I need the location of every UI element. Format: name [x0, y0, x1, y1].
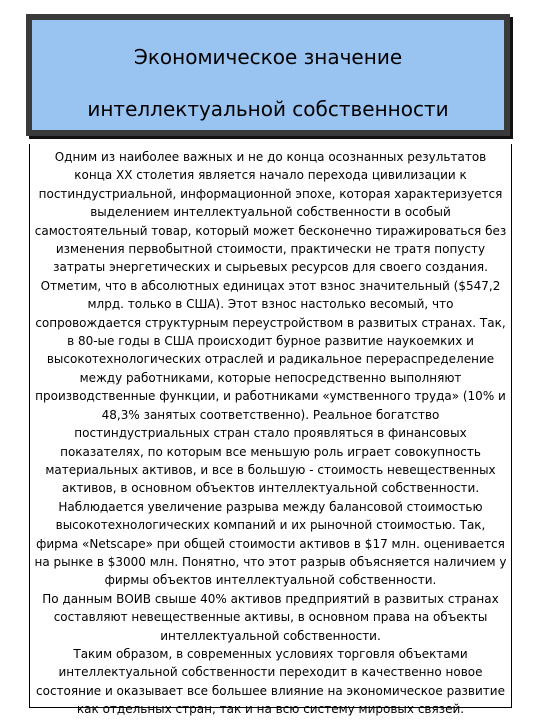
body-text-box	[29, 144, 512, 717]
paragraph-1: Одним из наиболее важных и не до конца осознанных результатов конца XX столетия является начало перехода цивилизации к постиндустриальной, информационной эпохе, которая характеризуется выделением интеллектуальной собственности в особый самостоятельный товар, который может бесконечно тиражироваться без изменения первобытной стоимости, практически не тратя попусту затраты энергетических и сырьевых ресурсов для своего создания.	[34, 150, 507, 275]
title-box	[26, 14, 510, 136]
title-line-1: Экономическое значение	[133, 45, 403, 69]
paragraph-3: По данным ВОИВ свыше 40% активов предприятий в развитых странах составляют невещественные активы, в основном права на объекты интеллектуальной собственности.	[42, 591, 499, 643]
paragraph-4: Таким образом, в современных условиях торговля объектами интеллектуальной собственности переходит в качественно новое состояние и оказывает все большее влияние на экономическое развитие как отдельных стран, так и на всю систему мировых связей.	[36, 646, 505, 717]
title-line-2: интеллектуальной собственности	[87, 97, 449, 121]
paragraph-2: Отметим, что в абсолютных единицах этот взнос значительный ($547,2 млрд. только в США). Этот взнос настолько весомый, что сопровождается структурным переустройством в развитых странах. Так, в 80-ые годы в США происходит бурное развитие наукоемких и высокотехнологических отраслей и радикальное перераспределение между работниками, которые непосредственно выполняют производственные функции, и работниками «умственного труда» (10% и 48,3% занятых соответственно). Реальное богатство постиндустриальных стран стало проявляться в финансовых показателях, по которым все меньшую роль играет совокупность материальных активов, и все в большую - стоимость невещественных активов, в основном объектов интеллектуальной собственности. Наблюдается увеличение разрыва между балансовой стоимостью высокотехнологических компаний и их рыночной стоимостью. Так, фирма «Netscape» при общей стоимости активов в $17 млн. оценивается на рынке в $3000 млн. Понятно, что этот разрыв объясняется наличием у фирмы объектов интеллектуальной собственности.	[34, 278, 507, 588]
body-text	[34, 148, 507, 719]
